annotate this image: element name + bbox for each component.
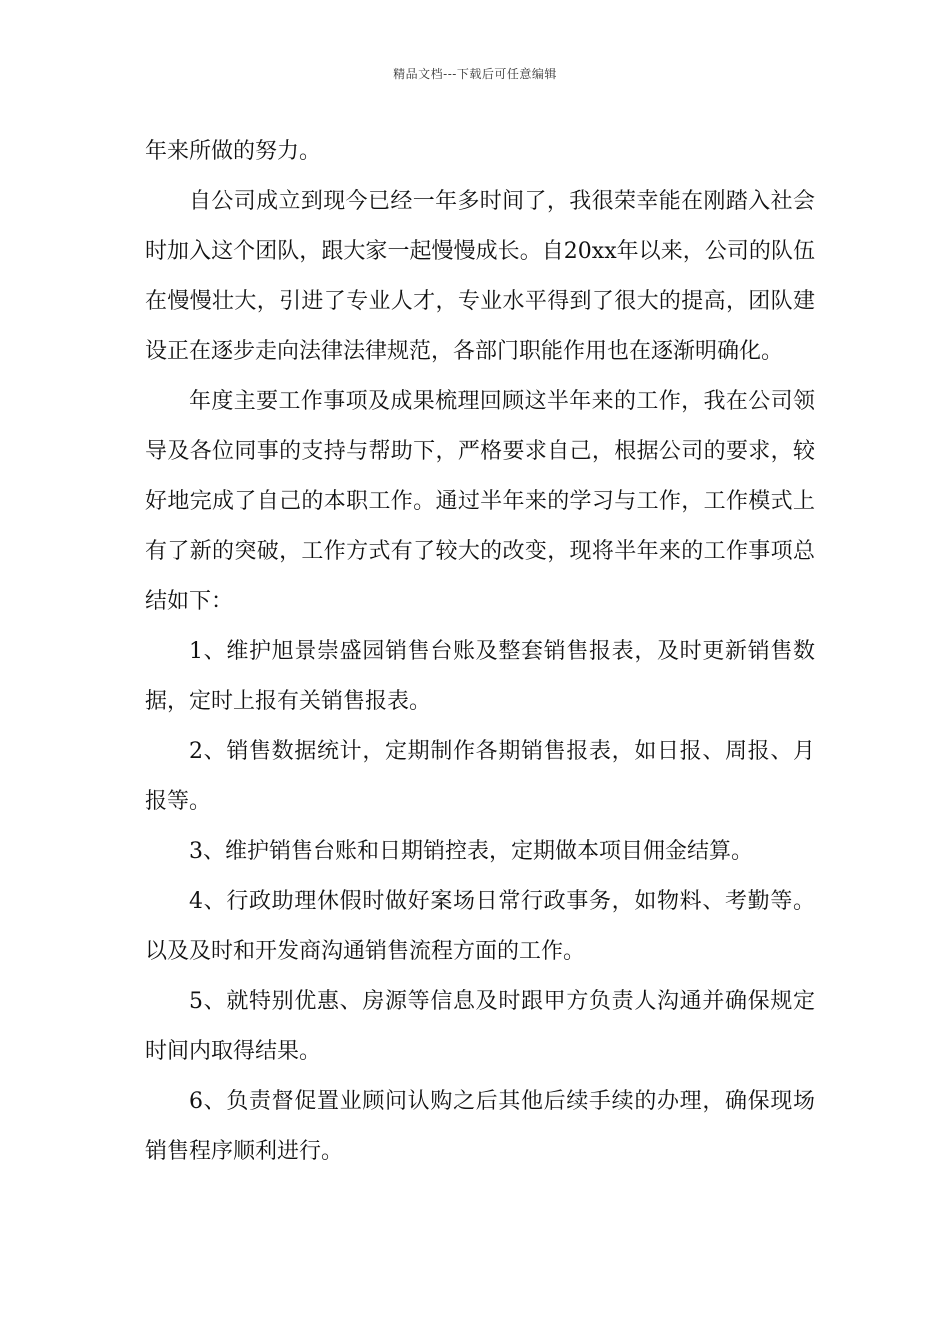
- list-item-5: 5、就特别优惠、房源等信息及时跟甲方负责人沟通并确保规定时间内取得结果。: [145, 989, 815, 1064]
- list-item-2: 2、销售数据统计，定期制作各期销售报表，如日报、周报、月报等。: [145, 739, 815, 814]
- list-item-1: 1、维护旭景崇盛园销售台账及整套销售报表，及时更新销售数据，定时上报有关销售报表。: [145, 639, 815, 714]
- list-item-6: 6、负责督促置业顾问认购之后其他后续手续的办理，确保现场销售程序顺利进行。: [145, 1089, 815, 1164]
- paragraph-company-growth: 自公司成立到现今已经一年多时间了，我很荣幸能在刚踏入社会时加入这个团队，跟大家一起慢慢成长。自20xx年以来，公司的队伍在慢慢壮大，引进了专业人才，专业水平得到了很大的提高，团队建设正在逐步走向法律法律规范，各部门职能作用也在逐渐明确化。: [145, 189, 815, 364]
- document-body: [145, 127, 815, 1177]
- list-item-3: 3、维护销售台账和日期销控表，定期做本项目佣金结算。: [189, 839, 753, 864]
- paragraph-continuation: 年来所做的努力。: [145, 139, 322, 164]
- page-header: 精品文档---下载后可任意编辑: [393, 67, 557, 81]
- paragraph-work-review: 年度主要工作事项及成果梳理回顾这半年来的工作，我在公司领导及各位同事的支持与帮助下，严格要求自己，根据公司的要求，较好地完成了自己的本职工作。通过半年来的学习与工作，工作模式上有了新的突破，工作方式有了较大的改变，现将半年来的工作事项总结如下：: [145, 389, 815, 614]
- list-item-4: 4、行政助理休假时做好案场日常行政事务，如物料、考勤等。以及及时和开发商沟通销售流程方面的工作。: [145, 889, 815, 964]
